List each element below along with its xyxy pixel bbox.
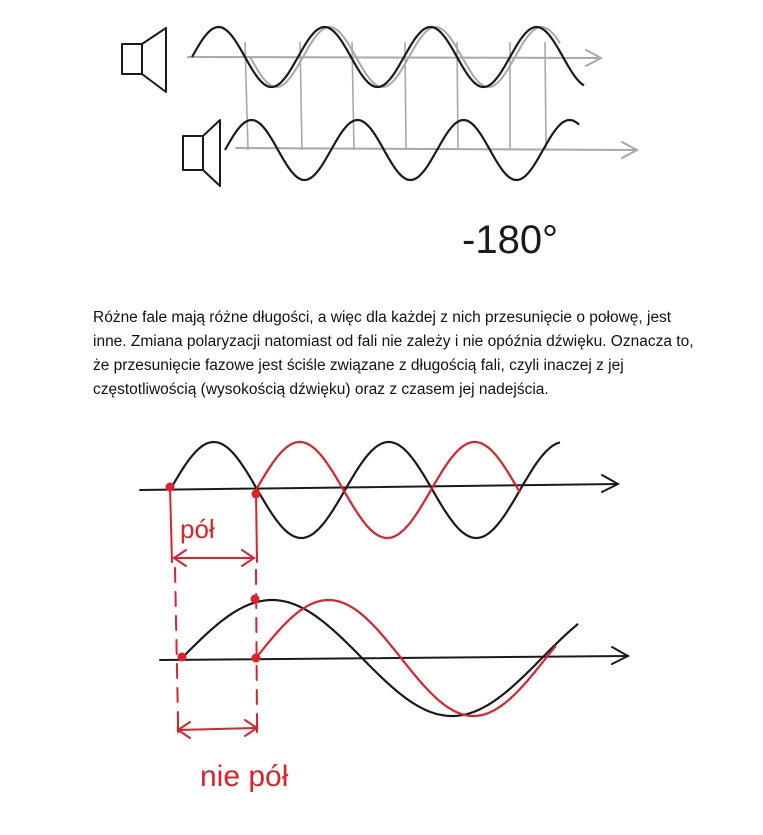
marker-dot <box>251 595 260 604</box>
marker-dot <box>178 653 187 662</box>
marker-dot <box>166 483 175 492</box>
marker-dot <box>252 490 261 499</box>
axis-arrow-1 <box>140 475 618 492</box>
dashed-connectors <box>175 568 257 720</box>
phase-label: -180° <box>462 218 559 262</box>
marker-dot <box>252 654 261 663</box>
phase-shift-diagram <box>0 420 763 835</box>
speaker-icon <box>122 28 166 92</box>
red-wave-1 <box>256 442 520 538</box>
explanation-paragraph: Różne fale mają różne długości, a więc dla każdej z nich przesunięcie o połowę, jest inne. Zmiana polaryzacji natomiast od fali nie zależy i nie opóźnia dźwięku. Oznacza to, że przesunięcie fazowe jest ściśle związane z długością fali, czyli inaczej z jej częstotliwością (wysokością dźwięku) oraz z czasem jej nadejścia. <box>93 309 694 398</box>
not-half-bracket <box>178 720 257 738</box>
speaker-icon <box>183 120 220 186</box>
not-half-label: nie pół <box>200 760 289 793</box>
half-label: pół <box>180 514 215 544</box>
antiphase-waves-diagram <box>0 0 763 290</box>
